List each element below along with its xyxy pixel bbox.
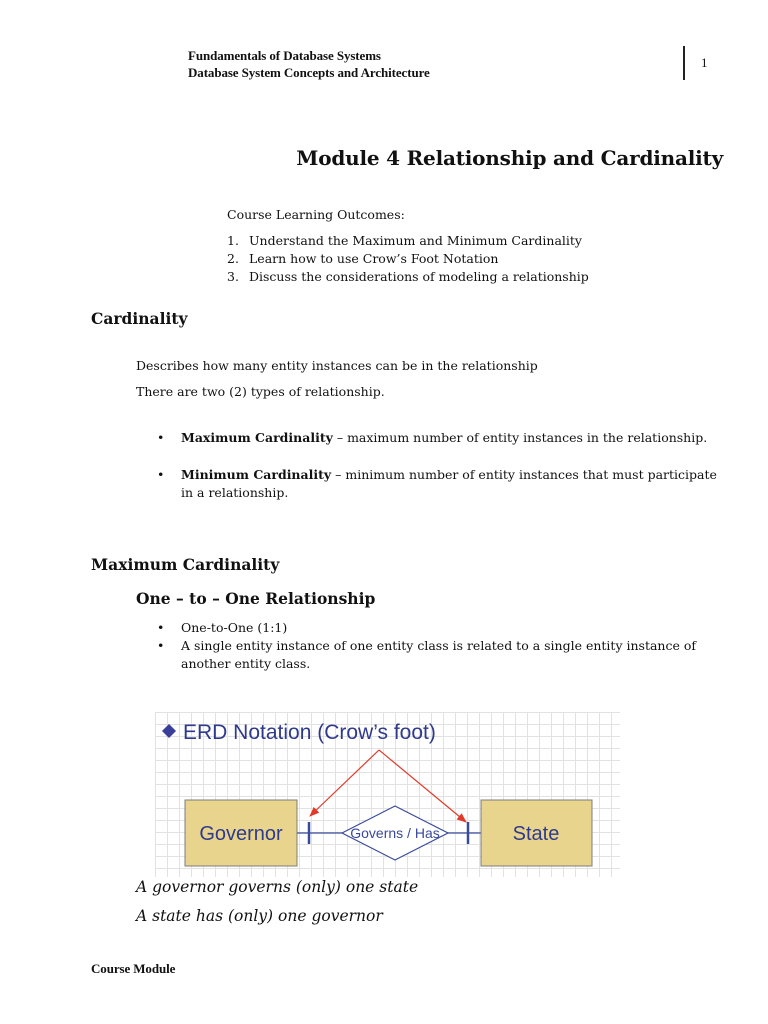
outcomes-list xyxy=(227,232,589,286)
bullet-term: Minimum Cardinality xyxy=(181,467,332,482)
outcome-text: Understand the Maximum and Minimum Cardinality xyxy=(249,233,582,248)
section-heading-max-cardinality: Maximum Cardinality xyxy=(91,555,280,574)
erd-title: ERD Notation (Crow’s foot) xyxy=(183,721,436,744)
cardinality-bullets xyxy=(155,429,725,502)
entity-state-label: State xyxy=(512,823,560,845)
outcome-text: Learn how to use Crow’s Foot Notation xyxy=(249,251,499,266)
outcome-item xyxy=(227,250,589,268)
section-heading-cardinality: Cardinality xyxy=(91,309,188,328)
caption-governor: A governor governs (only) one state xyxy=(136,878,419,896)
outcome-text: Discuss the considerations of modeling a relationship xyxy=(249,269,589,284)
caption-state: A state has (only) one governor xyxy=(136,907,383,925)
outcomes-heading: Course Learning Outcomes: xyxy=(227,207,405,222)
relationship-label: Governs / Has xyxy=(350,825,440,841)
one-to-one-bullets xyxy=(155,619,715,673)
bullet-item: • One-to-One (1:1) xyxy=(155,619,715,637)
cardinality-description: Describes how many entity instances can be in the relationship xyxy=(136,358,538,373)
page-title: Module 4 Relationship and Cardinality xyxy=(296,146,723,170)
outcome-number: 2. xyxy=(227,251,239,266)
bullet-term: Maximum Cardinality xyxy=(181,430,333,445)
erd-diagram xyxy=(155,712,620,877)
page-number: 1 xyxy=(701,55,708,70)
footer-label: Course Module xyxy=(91,961,176,976)
diamond-bullet-icon xyxy=(162,724,176,738)
header-subject: Database System Concepts and Architecture xyxy=(188,65,430,80)
header-divider xyxy=(683,46,685,80)
cardinality-types-note: There are two (2) types of relationship. xyxy=(136,384,385,399)
bullet-text: – maximum number of entity instances in the relationship. xyxy=(332,430,708,445)
subheading-one-to-one: One – to – One Relationship xyxy=(136,589,376,608)
bullet-item: • A single entity instance of one entity class is related to a single entity instance of another entity class. xyxy=(155,637,715,673)
header-course: Fundamentals of Database Systems xyxy=(188,48,381,63)
bullet-text: – minimum number of entity instances that must participate in a relationship. xyxy=(181,467,717,500)
erd-figure xyxy=(155,712,620,877)
outcome-item xyxy=(227,232,589,250)
arrow-left xyxy=(310,750,379,816)
outcome-number: 1. xyxy=(227,233,239,248)
bullet-item xyxy=(155,429,725,447)
outcome-number: 3. xyxy=(227,269,239,284)
entity-governor-label: Governor xyxy=(199,823,283,845)
outcome-item xyxy=(227,268,589,286)
bullet-item xyxy=(155,466,725,502)
